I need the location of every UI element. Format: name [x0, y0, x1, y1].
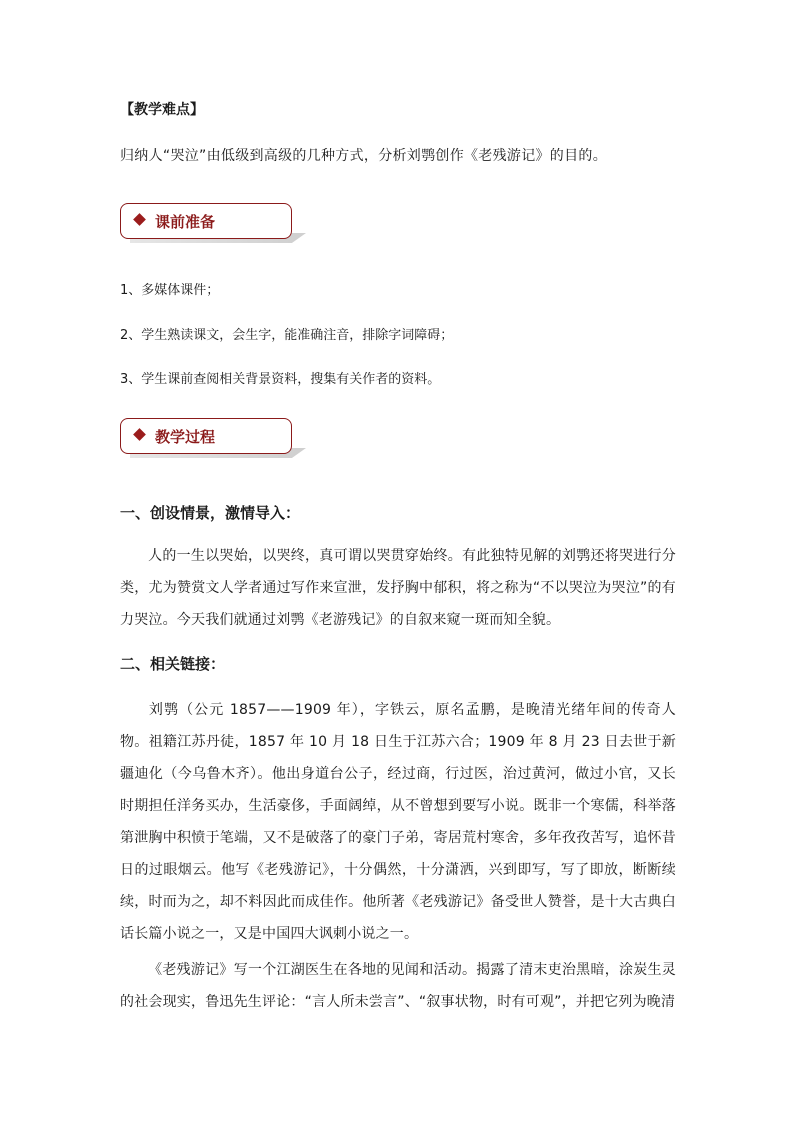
part2-paragraph-1-text: 刘鹗（公元 1857——1909 年），字铁云，原名孟鹏，是晚清光绪年间的传奇人物。祖籍江苏丹徒，1857 年 10 月 18 日生于江苏六合；1909 年 8 月 23 日去世于新疆迪化（今乌鲁木齐）。他出身道台公子，经过商，行过医，治过黄河，做过小官，又长时期担任洋务买办，生活豪侈，手面阔绰，从不曾想到要写小说。既非一个寒儒，科举落第泄胸中积愤于笔端，又不是破落了的豪门子弟，寄居荒村寒舍，多年孜孜苦写，追怀昔日的过眼烟云。他写《老残游记》，十分偶然，十分潇洒，兴到即写，写了即放，断断续续，时而为之，却不料因此而成佳作。他所著《老残游记》备受世人赞誉，是十大古典白话长篇小说之一，又是中国四大讽刺小说之一。	[120, 702, 676, 942]
diamond-bullet-icon	[133, 213, 146, 226]
section-prep-box	[120, 203, 292, 239]
part1-paragraph	[120, 540, 676, 636]
part2-paragraph-1	[120, 694, 676, 950]
difficulty-heading: 【教学难点】	[120, 102, 204, 118]
part1-paragraph-text: 人的一生以哭始，以哭终，真可谓以哭贯穿始终。有此独特见解的刘鹗还将哭进行分类，尤为赞赏文人学者通过写作来宣泄，发抒胸中郁积，将之称为“不以哭泣为哭泣”的有力哭泣。今天我们就通过刘鹗《老游残记》的自叙来窥一斑而知全貌。	[120, 548, 676, 628]
prep-item-3: 3、学生课前查阅相关背景资料，搜集有关作者的资料。	[120, 372, 441, 387]
part2-heading: 二、相关链接：	[120, 655, 226, 673]
part2-paragraph-2	[120, 954, 676, 1018]
difficulty-text: 归纳人“哭泣”由低级到高级的几种方式，分析刘鹗创作《老残游记》的目的。	[120, 148, 608, 164]
diamond-bullet-icon	[133, 428, 146, 441]
part2-paragraph-2-text: 《老残游记》写一个江湖医生在各地的见闻和活动。揭露了清末吏治黑暗，涂炭生灵的社会现实，鲁迅先生评论：“言人所未尝言”、“叙事状物，时有可观”，并把它列为晚清	[120, 962, 676, 1010]
section-process-box	[120, 418, 292, 454]
prep-item-1: 1、多媒体课件；	[120, 283, 220, 298]
section-process-label: 教学过程	[155, 428, 216, 446]
prep-item-2: 2、学生熟读课文，会生字，能准确注音，排除字词障碍；	[120, 328, 454, 343]
part1-heading: 一、创设情景，激情导入：	[120, 504, 301, 522]
section-prep-label: 课前准备	[155, 213, 216, 231]
